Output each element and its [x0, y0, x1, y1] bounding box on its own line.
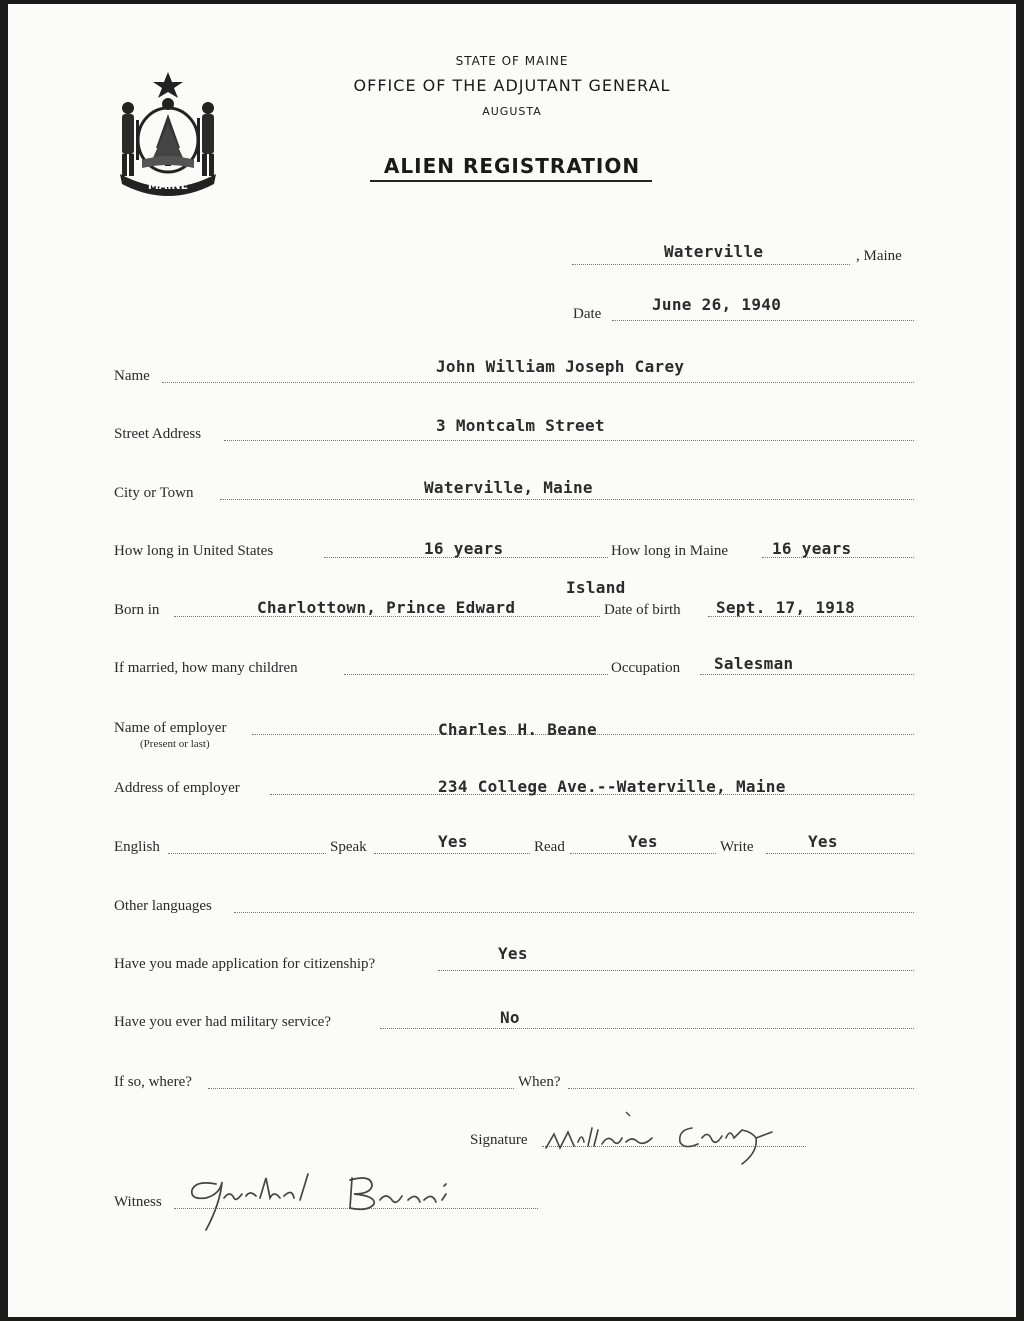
seal-banner-text: MAINE — [147, 179, 189, 192]
date-label: Date — [573, 306, 602, 322]
signature-label: Signature — [470, 1132, 528, 1148]
years-maine-value: 16 years — [772, 539, 852, 558]
signature-handwriting — [542, 1108, 802, 1168]
when-label: When? — [518, 1074, 561, 1090]
date-value: June 26, 1940 — [652, 295, 782, 314]
office-heading: OFFICE OF THE ADJUTANT GENERAL — [353, 76, 671, 95]
form-title: ALIEN REGISTRATION — [383, 154, 641, 178]
state-heading: STATE OF MAINE — [455, 54, 569, 68]
married-label: If married, how many children — [114, 660, 298, 676]
employer-address-value: 234 College Ave.--Waterville, Maine — [438, 777, 786, 796]
where-field-line — [208, 1088, 514, 1089]
maine-suffix-label: , Maine — [856, 248, 902, 264]
speak-field-line — [374, 853, 530, 854]
employer-sublabel: (Present or last) — [140, 738, 210, 750]
military-value: No — [500, 1008, 520, 1027]
citizenship-value: Yes — [498, 944, 528, 963]
street-field-line — [224, 440, 914, 441]
military-label: Have you ever had military service? — [114, 1014, 331, 1030]
born-in-value: Charlottown, Prince Edward — [257, 598, 516, 617]
occupation-field-line — [700, 674, 914, 675]
how-long-us-label: How long in United States — [114, 543, 274, 559]
read-field-line — [570, 853, 716, 854]
born-in-label: Born in — [114, 602, 160, 618]
witness-label: Witness — [114, 1194, 162, 1210]
town-field-line — [572, 264, 850, 265]
employer-address-label: Address of employer — [114, 780, 240, 796]
date-of-birth-value: Sept. 17, 1918 — [716, 598, 856, 617]
years-us-value: 16 years — [424, 539, 504, 558]
occupation-value: Salesman — [714, 654, 794, 673]
occupation-label: Occupation — [611, 660, 681, 676]
other-languages-label: Other languages — [114, 898, 212, 914]
name-field-line — [162, 382, 914, 383]
read-value: Yes — [628, 832, 658, 851]
military-field-line — [380, 1028, 914, 1029]
speak-label: Speak — [330, 839, 367, 855]
married-field-line — [344, 674, 608, 675]
citizenship-label: Have you made application for citizenship? — [114, 956, 376, 972]
street-label: Street Address — [114, 426, 202, 442]
citizenship-field-line — [438, 970, 914, 971]
street-value: 3 Montcalm Street — [436, 416, 605, 435]
town-value: Waterville — [664, 242, 764, 261]
read-label: Read — [534, 839, 565, 855]
name-label: Name — [114, 368, 150, 384]
english-field-line — [168, 853, 326, 854]
speak-value: Yes — [438, 832, 468, 851]
date-of-birth-label: Date of birth — [604, 602, 681, 618]
city-field-line — [220, 499, 914, 500]
other-languages-field-line — [234, 912, 914, 913]
write-value: Yes — [808, 832, 838, 851]
city-heading: AUGUSTA — [482, 105, 542, 118]
english-label: English — [114, 839, 160, 855]
where-label: If so, where? — [114, 1074, 192, 1090]
city-label: City or Town — [114, 485, 194, 501]
city-value: Waterville, Maine — [424, 478, 593, 497]
how-long-maine-label: How long in Maine — [611, 543, 729, 559]
born-in-line1-value: Island — [566, 578, 626, 597]
name-value: John William Joseph Carey — [436, 357, 685, 376]
witness-signature-handwriting — [176, 1164, 476, 1234]
write-label: Write — [720, 839, 754, 855]
registration-form — [8, 4, 1016, 1317]
employer-label: Name of employer — [114, 720, 227, 736]
employer-value: Charles H. Beane — [438, 720, 597, 739]
write-field-line — [766, 853, 914, 854]
when-field-line — [568, 1088, 914, 1089]
title-underline — [370, 180, 652, 182]
date-field-line — [612, 320, 914, 321]
